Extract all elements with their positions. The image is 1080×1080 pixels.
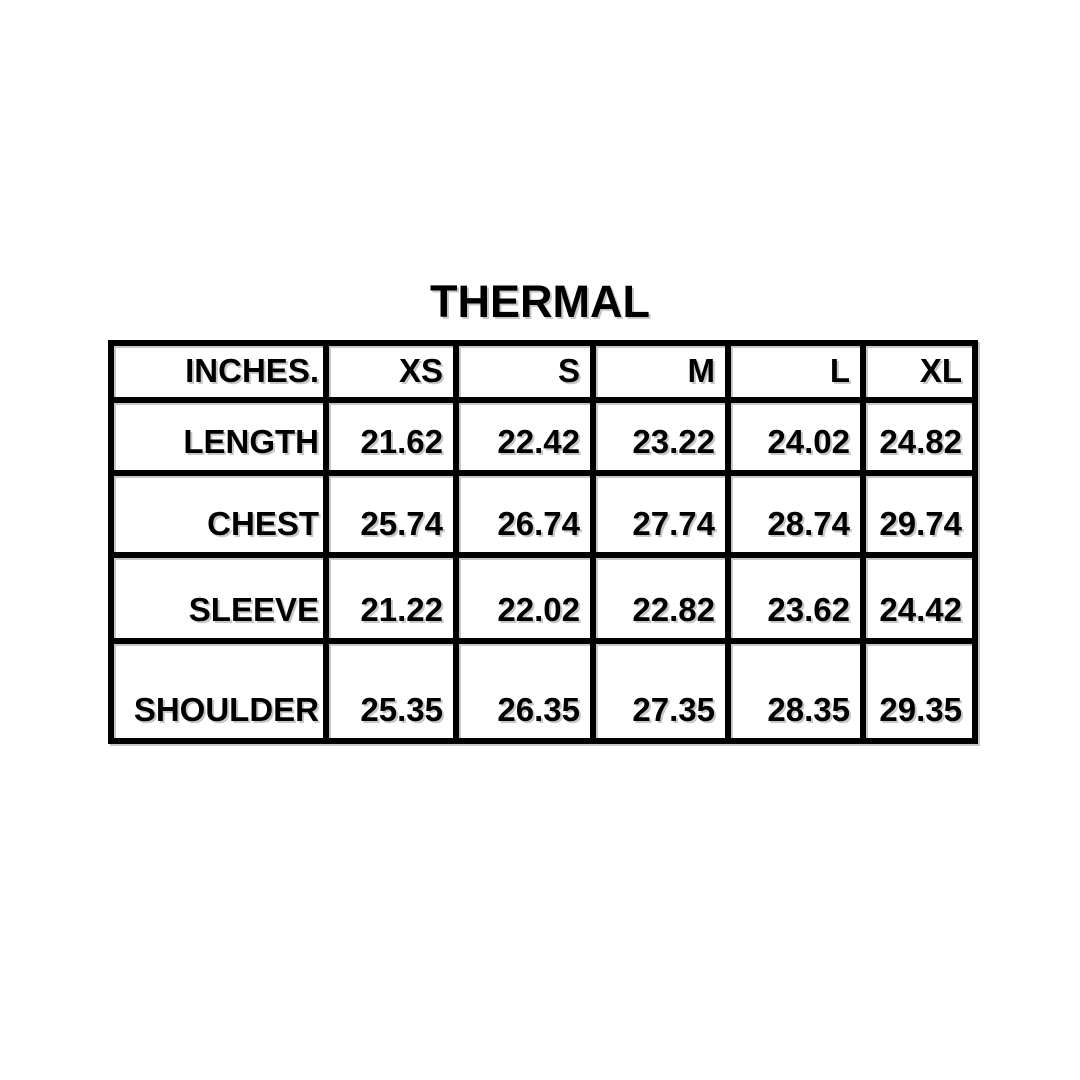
cell-length-xs: 21.62 (326, 400, 456, 473)
table-row-chest (111, 473, 975, 555)
row-label: LENGTH (111, 400, 326, 473)
cell-chest-s: 26.74 (456, 473, 593, 555)
cell-length-xl: 24.82 (863, 400, 975, 473)
header-size-s: S (456, 343, 593, 400)
cell-chest-l: 28.74 (728, 473, 863, 555)
row-label: SLEEVE (111, 555, 326, 641)
cell-sleeve-xs: 21.22 (326, 555, 456, 641)
size-table (108, 340, 978, 744)
cell-sleeve-m: 22.82 (593, 555, 728, 641)
cell-length-l: 24.02 (728, 400, 863, 473)
cell-chest-m: 27.74 (593, 473, 728, 555)
cell-sleeve-xl: 24.42 (863, 555, 975, 641)
cell-shoulder-l: 28.35 (728, 641, 863, 741)
table-row-sleeve (111, 555, 975, 641)
header-size-m: M (593, 343, 728, 400)
cell-length-m: 23.22 (593, 400, 728, 473)
header-size-xs: XS (326, 343, 456, 400)
table-row-length (111, 400, 975, 473)
chart-title: THERMAL (430, 276, 650, 327)
header-size-xl: XL (863, 343, 975, 400)
cell-sleeve-s: 22.02 (456, 555, 593, 641)
row-label: CHEST (111, 473, 326, 555)
cell-sleeve-l: 23.62 (728, 555, 863, 641)
cell-shoulder-m: 27.35 (593, 641, 728, 741)
header-size-l: L (728, 343, 863, 400)
row-label: SHOULDER (111, 641, 326, 741)
table-row-shoulder (111, 641, 975, 741)
cell-chest-xs: 25.74 (326, 473, 456, 555)
cell-length-s: 22.42 (456, 400, 593, 473)
cell-shoulder-xs: 25.35 (326, 641, 456, 741)
header-unit-label: INCHES. (111, 343, 326, 400)
table-header-row (111, 343, 975, 400)
cell-shoulder-s: 26.35 (456, 641, 593, 741)
cell-shoulder-xl: 29.35 (863, 641, 975, 741)
cell-chest-xl: 29.74 (863, 473, 975, 555)
